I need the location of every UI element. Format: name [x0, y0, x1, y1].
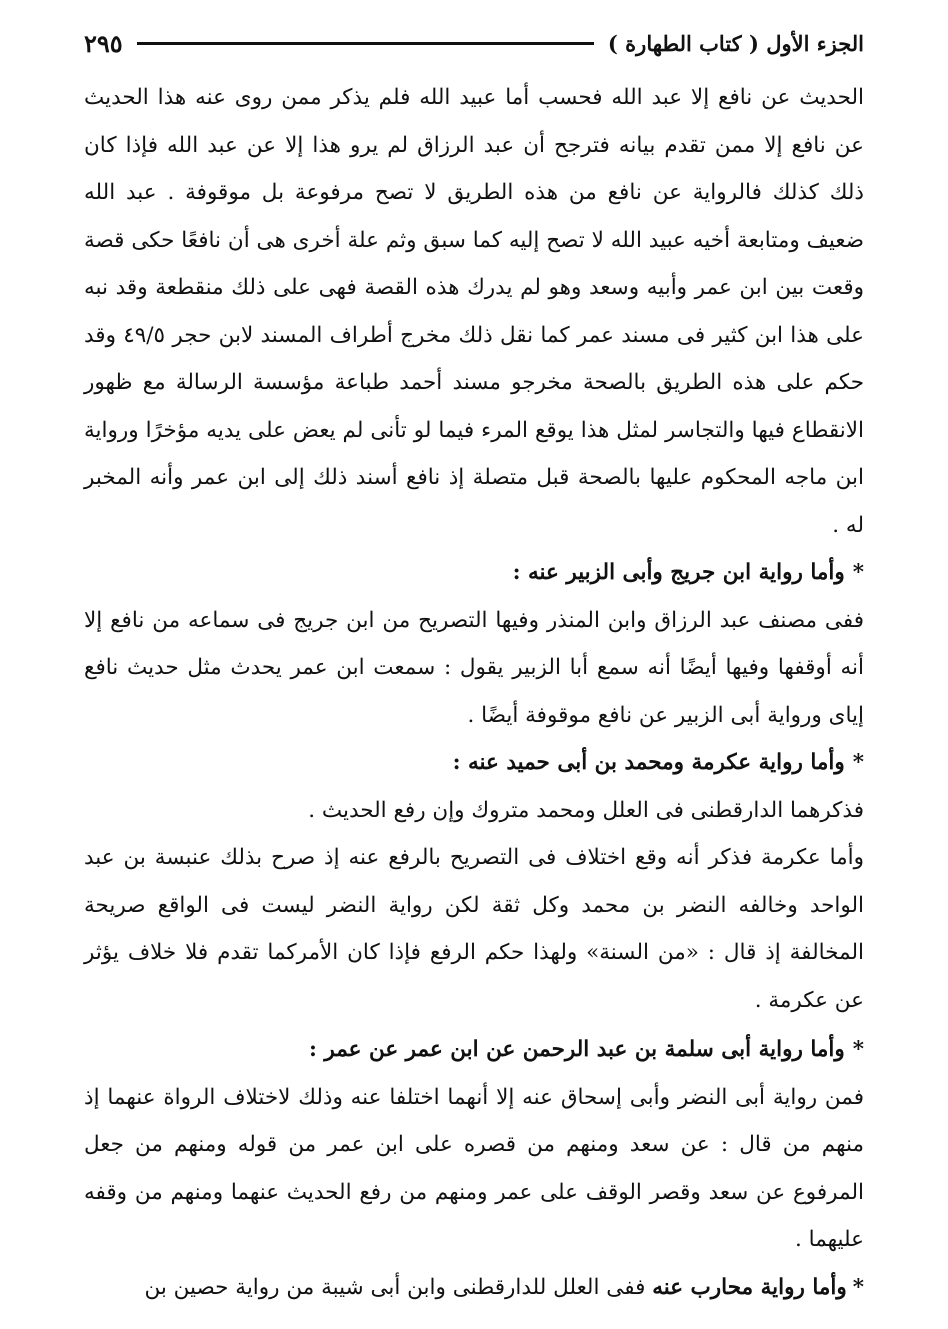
paragraph-text: ففى العلل للدارقطنى وابن أبى شيبة من رواية حصين بن — [144, 1274, 653, 1300]
paragraph: فمن رواية أبى النضر وأبى إسحاق عنه إلا أنهما اختلفا عنه وذلك لاختلاف الرواة عنهما إذ منهم من قال : عن سعد ومنهم من قصره على ابن عمر من قوله ومنهم من جعل المرفوع عن سعد وقصر الوقف على عمر ومنهم من رفع الحديث عنهما ومنهم من وقفه عليهما . — [84, 1084, 864, 1252]
section-heading-text: وأما رواية عكرمة ومحمد بن أبى حميد عنه : — [452, 750, 845, 775]
running-title: الجزء الأول ( كتاب الطهارة ) — [607, 30, 864, 56]
section-heading-text: وأما رواية أبى سلمة بن عبد الرحمن عن ابن عمر عن عمر : — [308, 1037, 845, 1062]
paragraph: وأما عكرمة فذكر أنه وقع اختلاف فى التصريح بالرفع عنه إذ صرح بذلك عنبسة بن عبد الواحد وخالفه النضر بن محمد وكل ثقة لكن رواية النضر ليست فى الواقع صريحة المخالفة إذ قال : «من السنة» ولهذا حكم الرفع فإذا كان الأمركما تقدم فلا خلاف يؤثر عن عكرمة . — [84, 845, 864, 1013]
paragraph-with-heading — [84, 1264, 864, 1312]
page-header — [84, 22, 864, 64]
section-heading-text: وأما رواية ابن جريج وأبى الزبير عنه : — [512, 560, 845, 585]
section-heading — [84, 549, 864, 597]
inline-heading: وأما رواية محارب عنه — [652, 1274, 847, 1300]
header-rule — [137, 42, 594, 45]
section-heading — [84, 1026, 864, 1074]
asterisk-bullet: * — [852, 560, 864, 585]
page-body — [84, 74, 864, 1311]
paragraph: فذكرهما الدارقطنى فى العلل ومحمد متروك وإن رفع الحديث . — [308, 797, 864, 823]
paragraph: ففى مصنف عبد الرزاق وابن المنذر وفيها التصريح من ابن جريج فى سماعه من نافع إلا أنه أوقفها وفيها أيضًا أنه سمع أبا الزبير يقول : سمعت ابن عمر يحدث مثل حديث نافع إياى ورواية أبى الزبير عن نافع موقوفة أيضًا . — [84, 607, 864, 728]
asterisk-bullet: * — [852, 1274, 864, 1300]
section-heading — [84, 739, 864, 787]
asterisk-bullet: * — [852, 1037, 864, 1062]
page-number: ٢٩٥ — [84, 28, 123, 58]
asterisk-bullet: * — [852, 750, 864, 775]
paragraph: الحديث عن نافع إلا عبد الله فحسب أما عبيد الله فلم يذكر ممن روى عنه هذا الحديث عن نافع إلا ممن تقدم بيانه فترجح أن عبد الرزاق لم يرو هذا إلا عن عبد الله فإذا كان ذلك كذلك فالرواية عن نافع من هذه الطريق لا تصح مرفوعة بل موقوفة . عبد الله ضعيف ومتابعة أخيه عبيد الله لا تصح إليه كما سبق وثم علة أخرى هى أن نافعًا حكى قصة وقعت بين ابن عمر وأبيه وسعد وهو لم يدرك هذه القصة فهى على ذلك منقطعة وقد نبه على هذا ابن كثير فى مسند عمر كما نقل ذلك مخرج أطراف المسند لابن حجر ٤٩/٥ وقد حكم على هذه الطريق بالصحة مخرجو مسند أحمد طباعة مؤسسة الرسالة مع ظهور الانقطاع فيها والتجاسر لمثل هذا يوقع المرء فيما لو تأنى لم يعض على يديه مؤخرًا ورواية ابن ماجه المحكوم عليها بالصحة قبل متصلة إذ نافع أسند ذلك إلى ابن عمر وأنه المخبر له . — [84, 85, 864, 538]
